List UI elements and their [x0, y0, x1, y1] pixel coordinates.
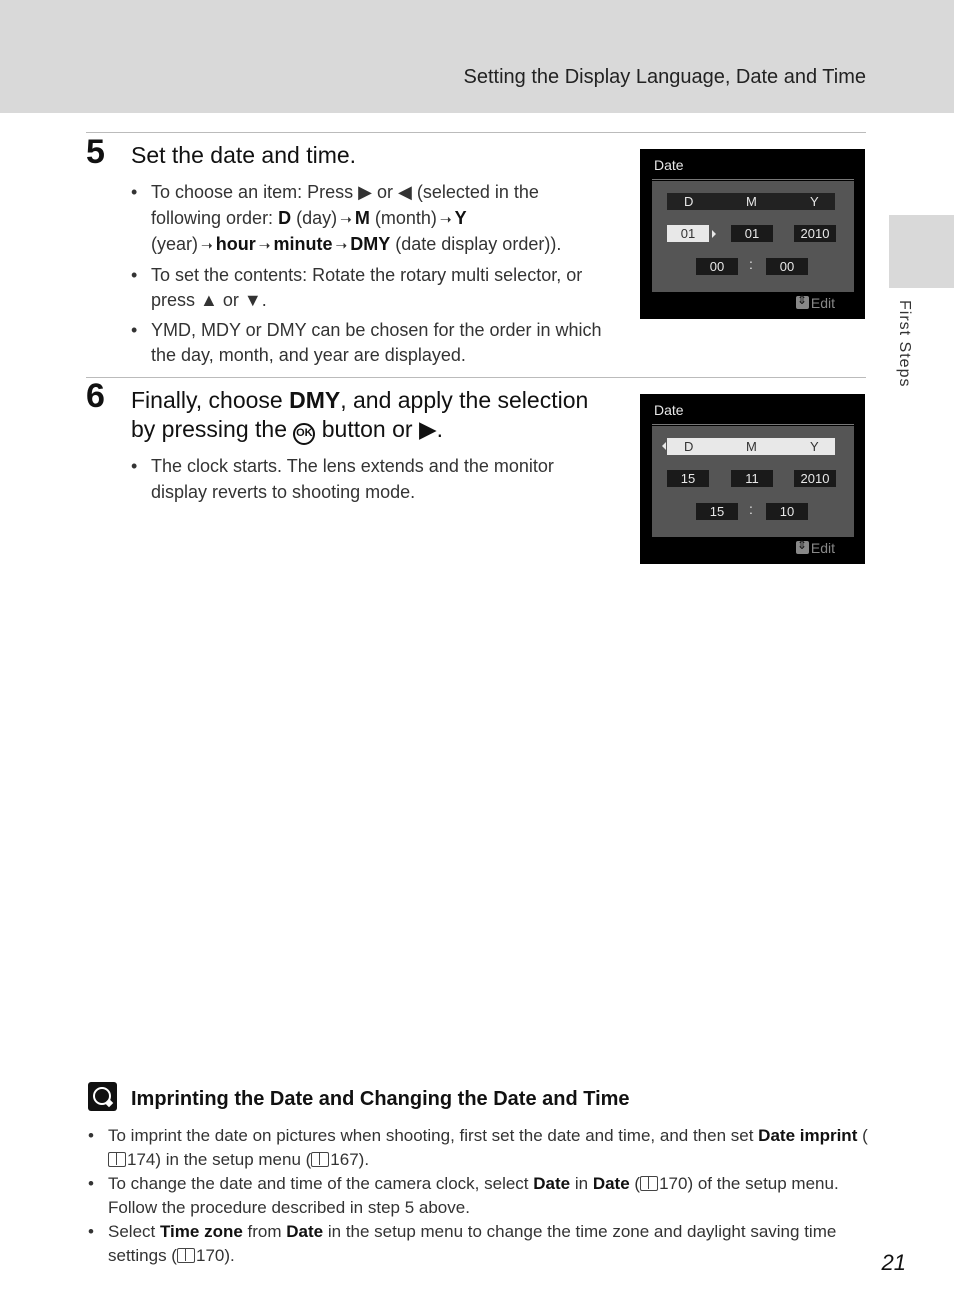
lcd-title: Date — [654, 402, 684, 418]
lcd-year-field: 2010 — [794, 225, 836, 242]
header-title: Setting the Display Language, Date and Time — [463, 66, 866, 88]
step6-bullet-1: • The clock starts. The lens extends and the monitor display reverts to shooting mode. — [131, 456, 554, 502]
step5-bullets — [131, 180, 611, 373]
lcd-hour-field: 00 — [696, 258, 738, 275]
page-number: 21 — [881, 1250, 906, 1275]
bullet-icon: • — [88, 1222, 94, 1241]
lcd-hour-field: 15 — [696, 503, 738, 520]
lcd-edit-hint: ⇕Edit — [796, 295, 835, 311]
side-tab — [889, 215, 954, 288]
updown-icon — [796, 541, 809, 554]
step6-bullets — [131, 454, 581, 509]
bullet-icon: • — [131, 264, 138, 285]
note-list — [88, 1124, 868, 1268]
page-ref-icon — [640, 1176, 658, 1191]
lcd-divider — [652, 179, 854, 180]
right-arrow-icon: ▶ — [358, 182, 372, 202]
ok-button-icon: OK — [293, 423, 315, 445]
next-arrow-icon: ➝ — [340, 210, 352, 227]
next-arrow-icon: ➝ — [335, 237, 348, 253]
lcd-minute-field: 00 — [766, 258, 808, 275]
left-caret-icon — [662, 442, 666, 450]
step6-number: 6 — [86, 377, 105, 415]
lcd-day-field: 15 — [667, 470, 709, 487]
lcd-year-field: 2010 — [794, 470, 836, 487]
note-item-2: • To change the date and time of the camera clock, select Date in Date ( 170) of the setup menu. Follow the procedure described in step 5 above. — [88, 1174, 839, 1217]
lcd-panel — [652, 426, 854, 537]
bullet-icon: • — [131, 319, 138, 340]
page-ref-icon — [311, 1152, 329, 1167]
note-item-3: • Select Time zone from Date in the setup menu to change the time zone and daylight saving time settings ( 170). — [88, 1222, 837, 1265]
step5-bullet-3: • YMD, MDY or DMY can be chosen for the order in which the day, month, and year are displayed. — [131, 319, 602, 365]
up-arrow-icon: ▲ — [200, 290, 218, 310]
header-band — [0, 0, 954, 113]
lcd-month-field: 11 — [731, 470, 773, 487]
down-arrow-icon: ▼ — [243, 290, 262, 310]
step5-rule — [86, 132, 866, 133]
bullet-icon: • — [131, 182, 138, 202]
left-arrow-icon: ◀ — [398, 182, 412, 202]
lcd-order-header: D M Y — [667, 438, 835, 455]
note-title: Imprinting the Date and Changing the Date and Time — [131, 1088, 630, 1110]
lcd-panel — [652, 181, 854, 292]
step5-lcd-screen — [640, 149, 865, 319]
step6-lcd-screen — [640, 394, 865, 564]
bullet-icon: • — [88, 1126, 94, 1145]
note-magnifier-icon — [88, 1082, 117, 1111]
right-caret-icon — [712, 230, 716, 238]
updown-icon — [796, 296, 809, 309]
bullet-icon: • — [88, 1174, 94, 1193]
next-arrow-icon: ➝ — [201, 237, 213, 253]
lcd-divider — [652, 424, 854, 425]
lcd-day-field: 01 — [667, 225, 709, 242]
page-ref-icon — [177, 1248, 195, 1263]
bullet-icon: • — [131, 456, 138, 476]
lcd-colon: : — [749, 501, 753, 517]
note-item-1: • To imprint the date on pictures when shooting, first set the date and time, and then set Date imprint (174) in the setup menu ( 167). — [88, 1126, 868, 1169]
lcd-month-field: 01 — [731, 225, 773, 242]
next-arrow-icon: ➝ — [439, 210, 452, 227]
lcd-order-header: D M Y — [667, 193, 835, 210]
lcd-minute-field: 10 — [766, 503, 808, 520]
side-tab-label: First Steps — [896, 300, 913, 388]
lcd-title: Date — [654, 157, 684, 173]
step5-title: Set the date and time. — [131, 142, 357, 168]
step5-number: 5 — [86, 133, 105, 171]
lcd-colon: : — [749, 256, 753, 272]
next-arrow-icon: ➝ — [258, 237, 271, 253]
step6-rule — [86, 377, 866, 378]
lcd-edit-hint: ⇕Edit — [796, 540, 835, 556]
page-ref-icon — [108, 1152, 126, 1167]
step5-bullet-2: • To set the contents: Rotate the rotary multi selector, or press ▲ or ▼. — [131, 264, 583, 310]
step6-title: Finally, choose DMY, and apply the selection by pressing the OK button or ▶. — [131, 386, 611, 445]
step5-bullet-1: • To choose an item: Press ▶ or ◀ (selected in the following order: D (day) ➝ M (month) ➝ Y (year) ➝ hour ➝ minute ➝ DMY (date display order)). — [131, 182, 562, 254]
right-arrow-icon: ▶ — [418, 416, 437, 442]
